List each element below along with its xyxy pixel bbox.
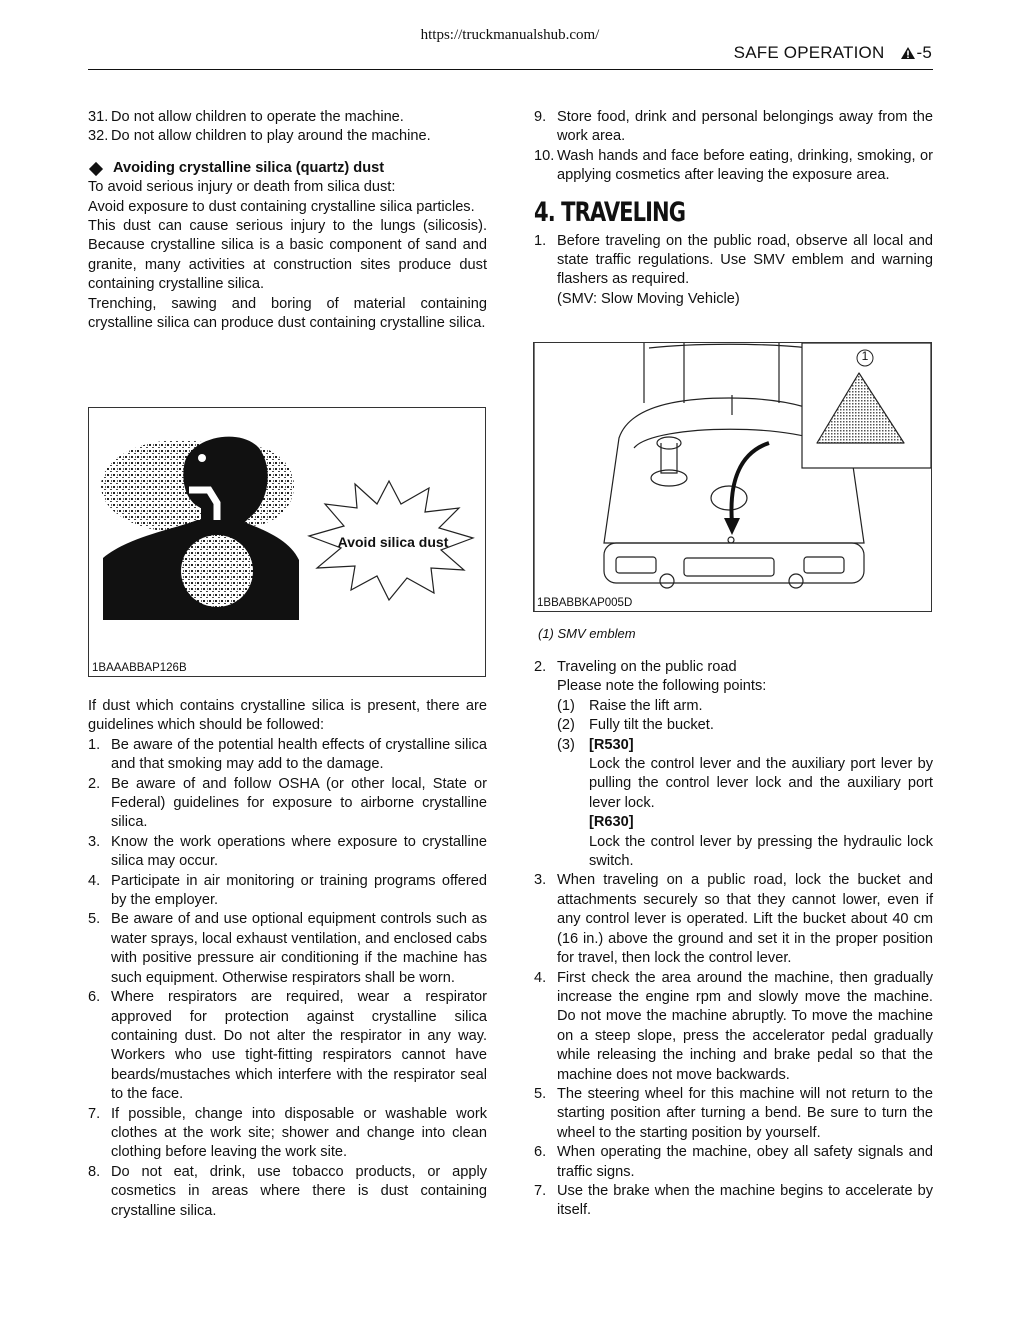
item-number: 7. [534, 1182, 547, 1199]
item-text: Do not allow children to operate the machine. [111, 109, 404, 125]
item-text: Know the work operations where exposure to crystalline silica may occur. [111, 833, 487, 870]
sub-number: (3) [557, 736, 575, 753]
item-text: The steering wheel for this machine will not return to the starting position after turning a bend. Be sure to turn the wheel to the starting position by yourself. [557, 1085, 933, 1141]
item-number: 3. [88, 833, 101, 850]
item-text: Be aware of and follow OSHA (or other local, State or Federal) guidelines for exposure to airborne crystalline silica. [111, 775, 487, 831]
list-item [534, 969, 933, 1085]
sub-text: Raise the lift arm. [589, 697, 703, 714]
item-text: When operating the machine, obey all safety signals and traffic signs. [557, 1144, 933, 1180]
item-text: If possible, change into disposable or washable work clothes at the work site; shower and change into clean clothing before leaving the work site. [111, 1105, 487, 1161]
paragraph: Avoid exposure to dust containing crystalline silica particles. [88, 198, 475, 215]
list-item [88, 1105, 487, 1163]
item-text: Wash hands and face before eating, drinking, smoking, or applying cosmetics after leaving the exposure area. [557, 147, 933, 184]
list-item [534, 1085, 933, 1143]
item-text: Do not allow children to play around the machine. [111, 128, 431, 145]
item-number: 1. [534, 232, 547, 249]
item-text: Be aware of and use optional equipment controls such as water sprays, local exhaust ventilation, and enclosed cabs with positive pressure air conditioning if the machine has such equipment. Otherwise respirators shall be worn. [111, 911, 487, 986]
bubble-text: Avoid silica dust [337, 534, 449, 550]
list-item [534, 1143, 933, 1182]
item-text: Participate in air monitoring or training programs offered by the employer. [111, 872, 487, 909]
sub-number: (1) [557, 697, 575, 714]
item-number: 2. [88, 775, 101, 792]
item-text: First check the area around the machine, then gradually increase the engine rpm and slowly move the machine. Do not move the machine abruptly. To move the machine on a steep slope, press the accelerator pedal gradually while releasing the inching and brake pedal so that the machine does not move backwards. [557, 969, 933, 1083]
diamond-bullet-icon [89, 161, 103, 175]
left-column [88, 108, 487, 333]
item-text: When traveling on a public road, lock the bucket and attachments securely so that they cannot lower, even if any control lever is operated. Lift the bucket about 40 cm (16 in.) above the ground and set it in the proper position for travel, then lock the control lever. [557, 872, 933, 967]
left-column-lower [88, 697, 487, 1221]
item-text [557, 658, 933, 871]
figure-caption: (1) SMV emblem [538, 626, 636, 641]
item-text [557, 232, 933, 310]
sub-item [557, 833, 933, 872]
right-column [534, 108, 933, 309]
page-header [734, 43, 932, 63]
list-item [534, 658, 933, 871]
list-item [88, 1163, 487, 1221]
item-number: 8. [88, 1163, 101, 1180]
r530-text: Lock the control lever and the auxiliary port lever by pulling the control lever lock and the auxiliary port lever lock. [589, 756, 933, 811]
sub-item [557, 697, 933, 716]
silica-heading-text: Avoiding crystalline silica (quartz) dust [113, 159, 385, 176]
item-body: Before traveling on the public road, observe all local and state traffic regulations. Use SMV emblem and warning flashers as required. [557, 232, 933, 288]
list-item [88, 910, 487, 988]
sub-item [557, 716, 933, 735]
page-number [900, 43, 932, 63]
source-url: https://truckmanualshub.com/ [420, 27, 600, 43]
right-column-lower [534, 658, 933, 1221]
item-number: 31. [88, 109, 109, 125]
model-label-r630: [R630] [589, 814, 634, 831]
item-number: 7. [88, 1105, 101, 1122]
sub-text: Fully tilt the bucket. [589, 717, 714, 734]
item-title: Traveling on the public road [557, 659, 737, 675]
list-item [534, 108, 933, 147]
warning-triangle-icon [900, 46, 916, 60]
item-number: 3. [534, 872, 547, 889]
list-item [534, 1182, 933, 1221]
item-intro: Please note the following points: [557, 678, 767, 695]
item-number: 2. [534, 659, 547, 675]
list-item [534, 871, 933, 968]
section-name: SAFE OPERATION [733, 43, 885, 62]
item-text: Where respirators are required, wear a respirator approved for protection against crystalline silica containing dust. Do not alter the respirator in any way. Workers who use tight-fitting respirators cannot have beards/mustaches which interfere with the respirator seal to the face. [111, 989, 487, 1103]
figure-code: 1BAAABBAP126B [92, 662, 187, 674]
loader-rear-illustration [534, 343, 931, 611]
list-item [534, 147, 933, 186]
callout-number: 1 [861, 349, 869, 363]
item-text: Be aware of the potential health effects of crystalline silica and that smoking may add to the damage. [111, 736, 487, 773]
list-item [88, 833, 487, 872]
section-title: 4. TRAVELING [534, 196, 686, 228]
paragraph: To avoid serious injury or death from silica dust: [88, 179, 396, 196]
item-number: 5. [534, 1085, 547, 1102]
r630-text: Lock the control lever by pressing the hydraulic lock switch. [589, 833, 933, 870]
list-item [88, 108, 487, 127]
list-item [88, 127, 487, 146]
paragraph: This dust can cause serious injury to the lungs (silicosis). Because crystalline silica is a basic component of sand and granite, many activities at construction sites produce dust containing crystalline silica. [88, 218, 487, 293]
item-number: 1. [88, 736, 101, 753]
list-item [88, 775, 487, 833]
sub-item [557, 813, 933, 832]
smv-figure [533, 342, 932, 612]
paragraph: Trenching, sawing and boring of material containing crystalline silica can produce dust containing crystalline silica. [88, 295, 487, 332]
silica-figure [88, 407, 486, 677]
silica-heading [88, 159, 487, 178]
guidelines-intro: If dust which contains crystalline silica is present, there are guidelines which should be followed: [88, 698, 487, 734]
item-number: 6. [88, 989, 101, 1006]
header-rule [88, 69, 933, 70]
item-number: 5. [88, 911, 101, 928]
list-item [534, 232, 933, 310]
item-number: 32. [88, 128, 109, 145]
item-number: 6. [534, 1144, 547, 1161]
page-number-text: -5 [916, 43, 932, 62]
item-text: Store food, drink and personal belongings away from the work area. [557, 109, 933, 145]
item-text: Do not eat, drink, use tobacco products, or apply cosmetics in areas where there is dust containing crystalline silica. [111, 1163, 487, 1219]
item-number: 10. [534, 147, 555, 164]
item-number: 4. [534, 969, 547, 986]
list-item [88, 872, 487, 911]
list-item [88, 736, 487, 775]
item-number: 4. [88, 872, 101, 889]
sub-number: (2) [557, 717, 575, 734]
item-text: Use the brake when the machine begins to accelerate by itself. [557, 1182, 933, 1219]
model-label-r530: [R530] [589, 736, 634, 753]
sub-item [557, 755, 933, 813]
sub-item [557, 736, 933, 755]
item-note: (SMV: Slow Moving Vehicle) [557, 290, 740, 307]
item-number: 9. [534, 109, 547, 125]
list-item [88, 988, 487, 1104]
figure-code: 1BBABBKAP005D [537, 597, 633, 609]
